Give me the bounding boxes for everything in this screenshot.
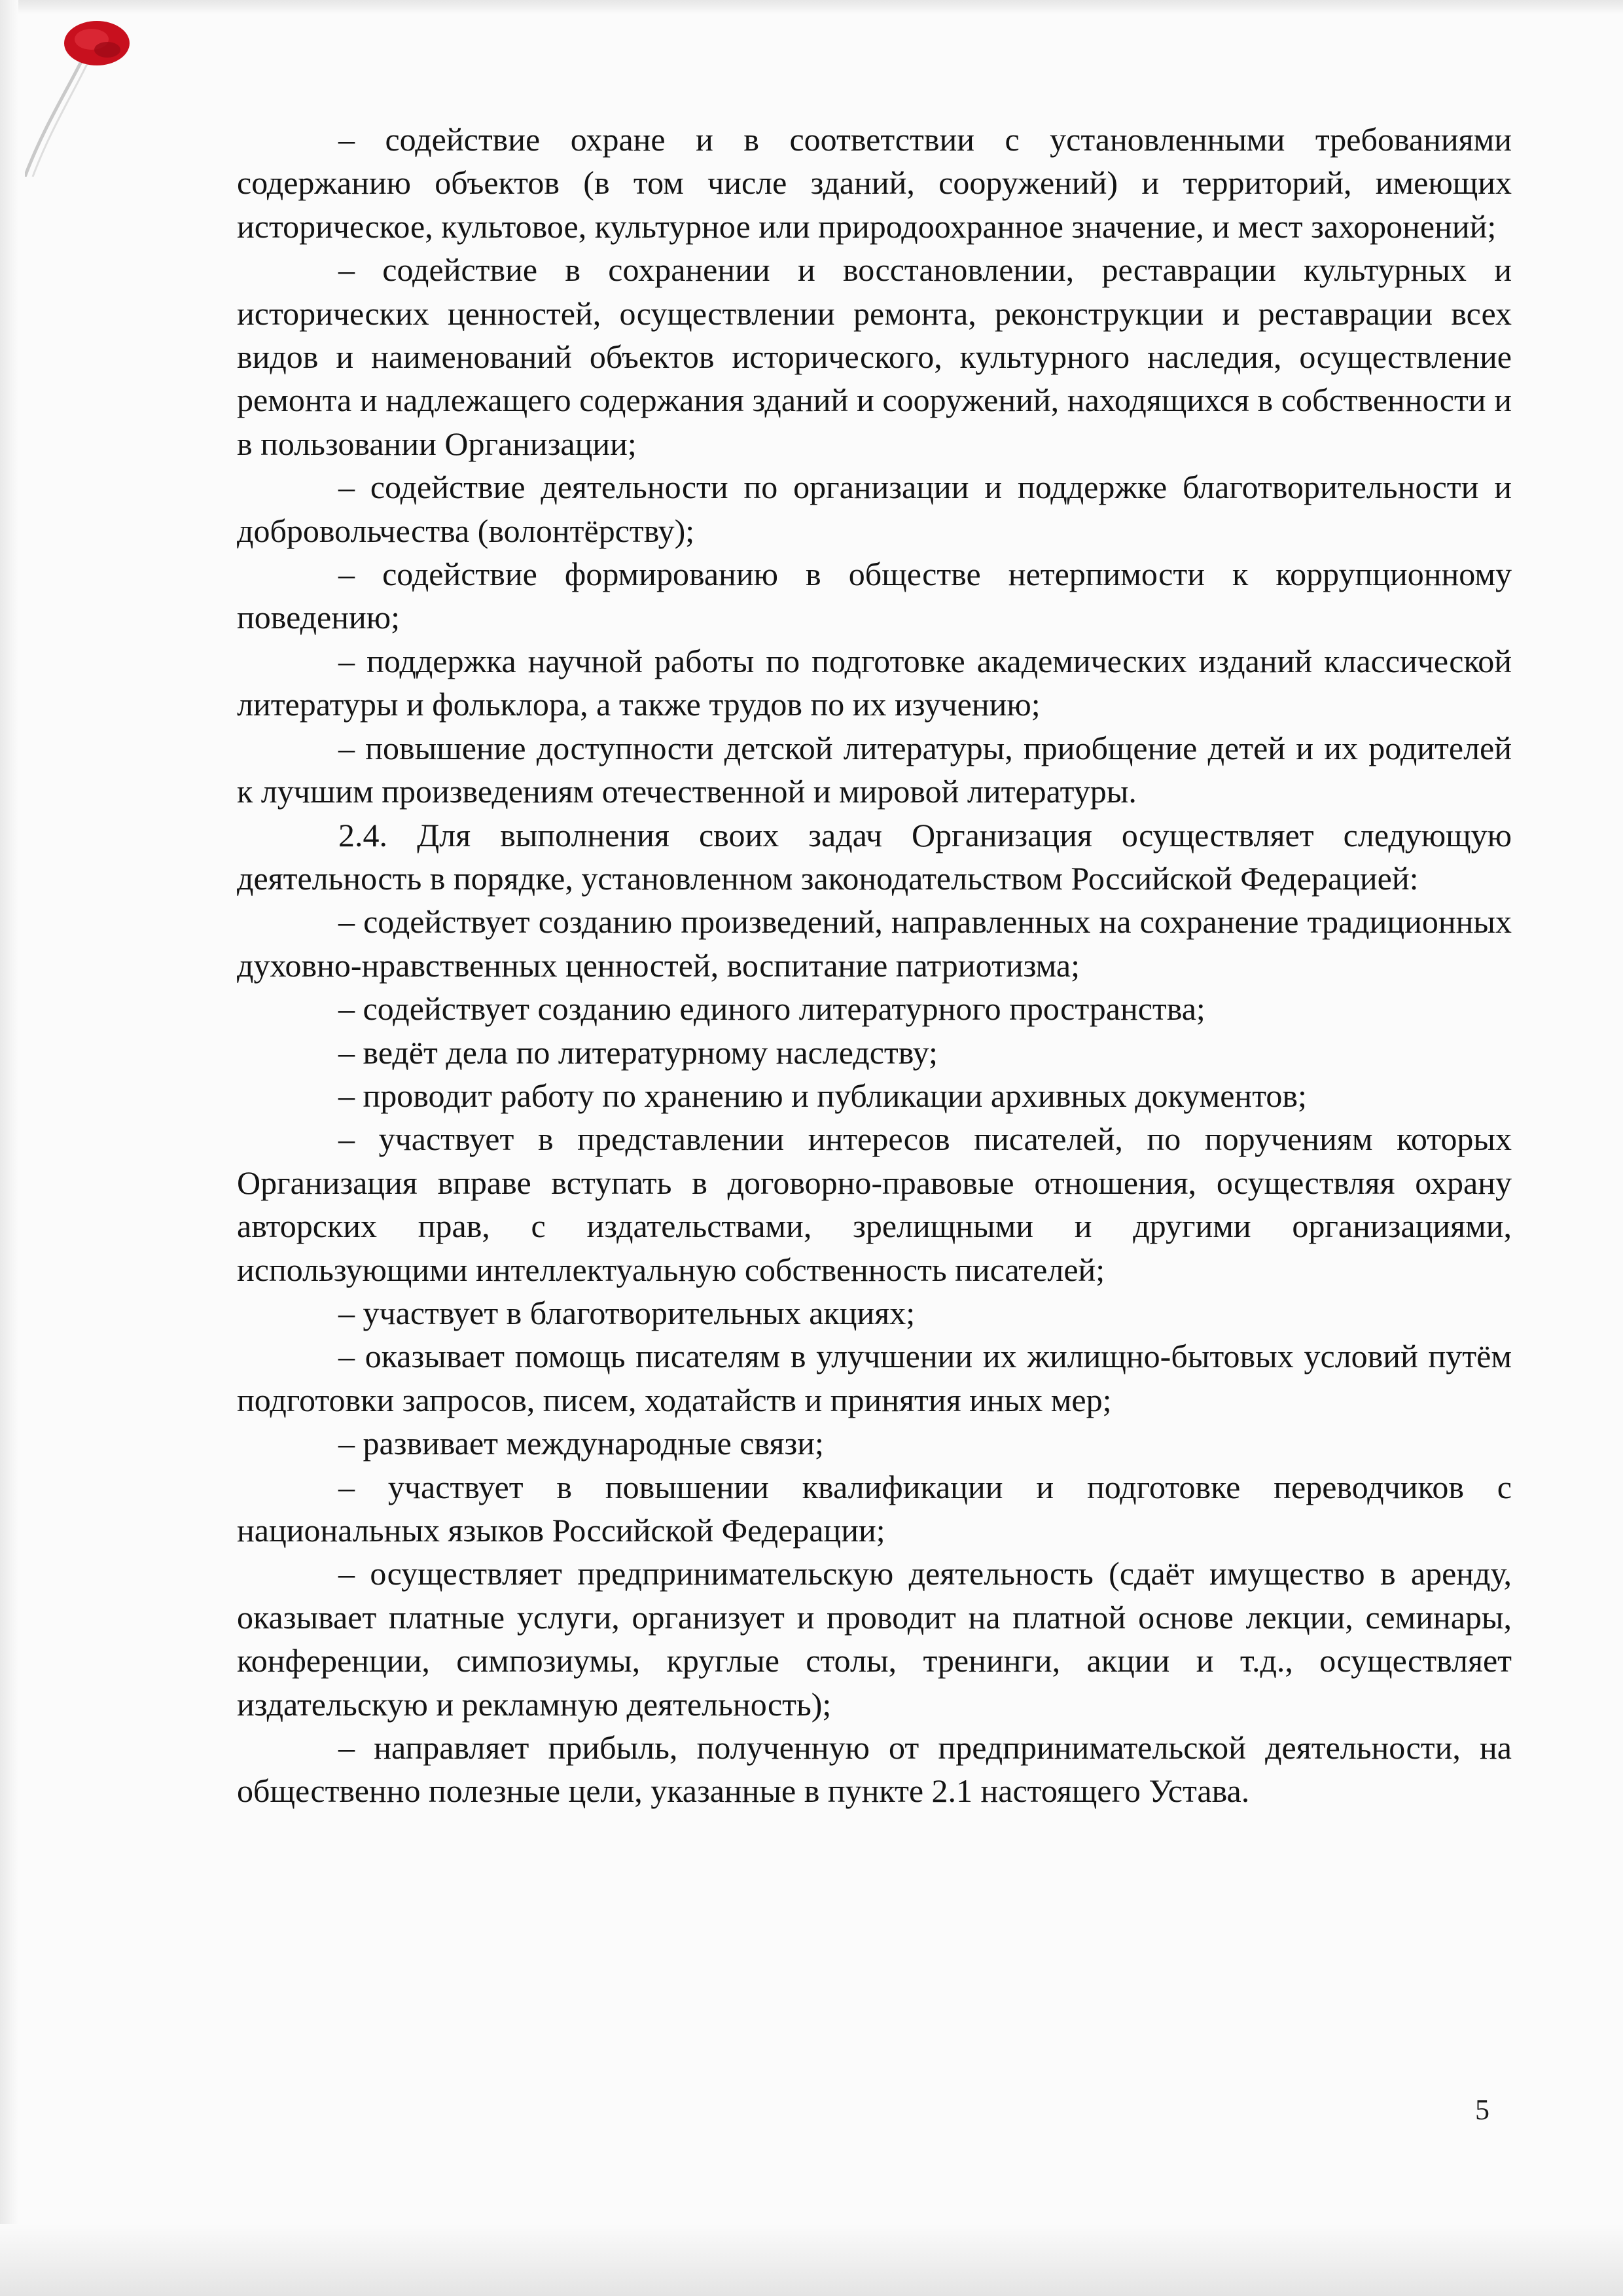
paragraph: – участвует в повышении квалификации и подготовке переводчиков с национальных языков Российской Федерации; bbox=[237, 1468, 1512, 1549]
paragraph: – участвует в благотворительных акциях; bbox=[338, 1294, 916, 1331]
paragraph: – участвует в представлении интересов писателей, по поручениям которых Организация вправе вступать в договорно-правовые отношения, осуществляя охрану авторских прав, с издательствами, зрелищными и другими организациями, использующими интеллектуальную собственность писателей; bbox=[237, 1121, 1512, 1288]
paragraph: – осуществляет предпринимательскую деятельность (сдаёт имущество в аренду, оказывает платные услуги, организует и проводит на платной основе лекции, семинары, конференции, симпозиумы, круглые столы, тренинги, акции и т.д., осуществляет издательскую и рекламную деятельность); bbox=[237, 1555, 1512, 1723]
paragraph: – развивает международные связи; bbox=[338, 1425, 824, 1462]
section-paragraph: 2.4. Для выполнения своих задач Организация осуществляет следующую деятельность в порядке, установленном законодательством Российской Федерацией: bbox=[237, 816, 1512, 897]
wax-seal-icon bbox=[60, 16, 134, 69]
paragraph: – содействие формированию в обществе нетерпимости к коррупционному поведению; bbox=[237, 556, 1512, 636]
scan-edge-top bbox=[0, 0, 1623, 14]
paragraph: – поддержка научной работы по подготовке академических изданий классической литературы и фольклора, а также трудов по их изучению; bbox=[237, 642, 1512, 723]
scan-edge-bottom bbox=[0, 2224, 1623, 2296]
paragraph: – содействует созданию единого литературного пространства; bbox=[338, 990, 1205, 1028]
paragraph: – проводит работу по хранению и публикации архивных документов; bbox=[338, 1077, 1307, 1114]
paragraph: – содействует созданию произведений, направленных на сохранение традиционных духовно-нравственных ценностей, воспитание патриотизма; bbox=[237, 903, 1512, 984]
paragraph: – оказывает помощь писателям в улучшении их жилищно-бытовых условий путём подготовки запросов, писем, ходатайств и принятия иных мер; bbox=[237, 1338, 1512, 1418]
paragraph: – направляет прибыль, полученную от предпринимательской деятельности, на общественно полезные цели, указанные в пункте 2.1 настоящего Устава. bbox=[237, 1729, 1512, 1810]
document-body bbox=[237, 118, 1512, 1813]
paragraph: – повышение доступности детской литературы, приобщение детей и их родителей к лучшим произведениям отечественной и мировой литературы. bbox=[237, 729, 1512, 810]
paragraph: – ведёт дела по литературному наследству; bbox=[338, 1033, 938, 1071]
page-number: 5 bbox=[1475, 2094, 1489, 2126]
paragraph: – содействие деятельности по организации и поддержке благотворительности и добровольчества (волонтёрству); bbox=[237, 469, 1512, 549]
scan-edge-left bbox=[0, 0, 18, 2296]
paragraph: – содействие охране и в соответствии с установленными требованиями содержанию объектов (в том числе зданий, сооружений) и территорий, имеющих историческое, культовое, культурное или природоохранное значение, и мест захоронений; bbox=[237, 121, 1512, 245]
paragraph: – содействие в сохранении и восстановлении, реставрации культурных и исторических ценностей, осуществлении ремонта, реконструкции и реставрации всех видов и наименований объектов исторического, культурного наследия, осуществление ремонта и надлежащего содержания зданий и сооружений, находящихся в собственности и в пользовании Организации; bbox=[237, 251, 1512, 462]
